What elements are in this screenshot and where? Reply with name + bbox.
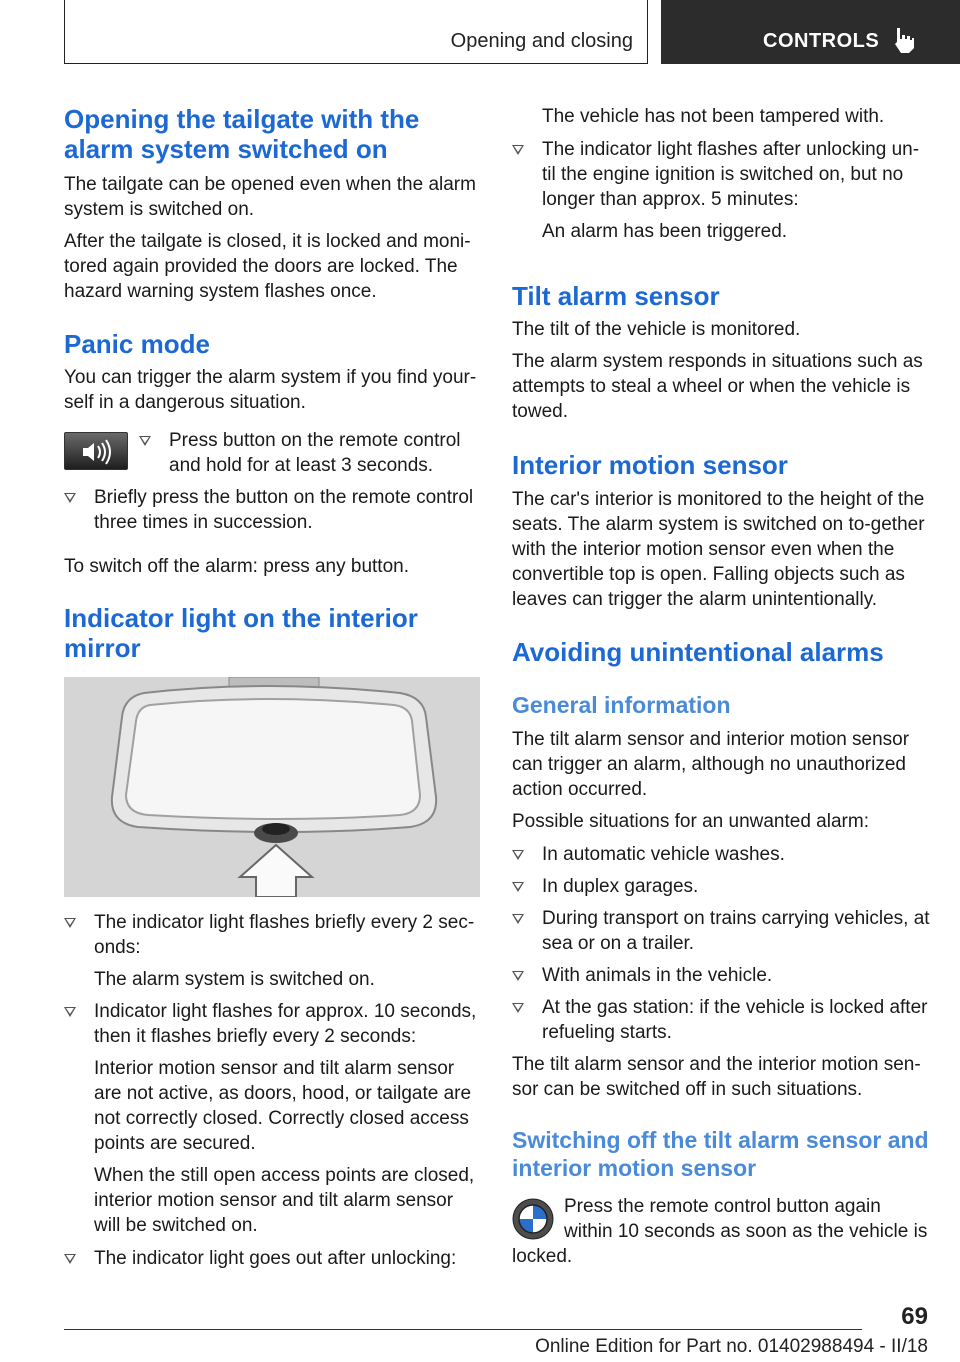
- interior-paragraph-1: The car's interior is monitored to the height of the seats. The alarm system is switched on to‐gether with the interior motion sensor even when the convertible top is open. Falling objects such as leaves can trigger the alarm unintentionally.: [512, 489, 925, 610]
- tilt-paragraph-1: The tilt of the vehicle is monitored.: [512, 319, 801, 340]
- bmw-lock-button-icon: [512, 1198, 554, 1240]
- pointing-hand-icon: [893, 26, 915, 54]
- switchoff-line-2: within 10 seconds as soon as the vehicle is: [564, 1221, 928, 1242]
- triangle-bullet-icon: [512, 882, 524, 892]
- triangle-bullet-icon: [512, 850, 524, 860]
- avoid-paragraph-1: The tilt alarm sensor and interior motion sensor can trigger an alarm, although no unauthorized action occurred.: [512, 729, 910, 800]
- list-item: With animals in the vehicle.: [512, 963, 930, 988]
- triangle-bullet-icon: [64, 493, 76, 503]
- header-chapter-box: [661, 0, 960, 64]
- switchoff-line-1: Press the remote control button again: [564, 1196, 881, 1217]
- list-item-detail: An alarm has been triggered.: [542, 221, 788, 242]
- panic-paragraph-2: To switch off the alarm: press any button.: [64, 556, 409, 577]
- list-item-detail: When the still open access points are closed, interior motion sensor and tilt alarm sensor will be switched on.: [94, 1165, 475, 1236]
- switchoff-line-3: locked.: [512, 1246, 573, 1267]
- heading-panic-mode: Panic mode: [64, 329, 210, 359]
- triangle-bullet-icon: [64, 1007, 76, 1017]
- list-item: The indicator light flashes after unlocking un‐til the engine ignition is switched on, but no longer than approx. 5 minutes:: [512, 137, 930, 212]
- tailgate-paragraph-2: After the tailgate is closed, it is locked and moni‐tored again provided the doors are locked. The hazard warning system flashes once.: [64, 231, 471, 302]
- tilt-paragraph-2: The alarm system responds in situations such as attempts to steal a wheel or when the vehicle is towed.: [512, 351, 923, 422]
- triangle-bullet-icon: [512, 1003, 524, 1013]
- heading-interior-motion: Interior motion sensor: [512, 450, 788, 480]
- heading-switching-off: Switching off the tilt alarm sensor and interior motion sensor: [512, 1127, 929, 1181]
- interior-mirror-indicator-illustration: [64, 677, 480, 897]
- footer-edition: Online Edition for Part no. 01402988494 - II/18: [535, 1336, 928, 1357]
- heading-tailgate: Opening the tailgate with the alarm system switched on: [64, 104, 420, 164]
- panic-paragraph-1: You can trigger the alarm system if you find your‐self in a dangerous situation.: [64, 367, 477, 413]
- remote-panic-button-icon: [64, 432, 128, 470]
- header-chapter-title: CONTROLS: [763, 30, 880, 52]
- list-item: The indicator light goes out after unlocking:: [64, 1246, 480, 1271]
- list-item: The indicator light flashes briefly every 2 sec‐onds:: [64, 910, 480, 960]
- list-item-detail: Interior motion sensor and tilt alarm sensor are not active, as doors, hood, or tailgate are not correctly closed. Correctly closed access points are secured.: [94, 1058, 472, 1154]
- page-number: 69: [901, 1303, 928, 1330]
- footer-divider: [64, 1329, 862, 1330]
- triangle-bullet-icon: [64, 1254, 76, 1264]
- list-item-detail: The alarm system is switched on.: [94, 969, 375, 990]
- heading-avoiding-alarms: Avoiding unintentional alarms: [512, 637, 884, 667]
- header-section-box: [64, 0, 648, 64]
- list-item: Indicator light flashes for approx. 10 seconds, then it flashes briefly every 2 seconds:: [64, 999, 480, 1049]
- heading-general-information: General information: [512, 692, 731, 718]
- header-section-title: Opening and closing: [450, 30, 633, 52]
- triangle-bullet-icon: [512, 145, 524, 155]
- heading-tilt-alarm: Tilt alarm sensor: [512, 281, 720, 311]
- list-item: At the gas station: if the vehicle is locked after refueling starts.: [512, 995, 930, 1045]
- list-item: Briefly press the button on the remote control three times in succession.: [64, 485, 480, 535]
- avoid-paragraph-2: Possible situations for an unwanted alarm:: [512, 811, 869, 832]
- list-item: In duplex garages.: [512, 874, 930, 899]
- list-item: Press button on the remote control and hold for at least 3 seconds.: [139, 428, 480, 478]
- triangle-bullet-icon: [512, 971, 524, 981]
- tailgate-paragraph-1: The tailgate can be opened even when the alarm system is switched on.: [64, 174, 476, 220]
- list-item: During transport on trains carrying vehicles, at sea or on a trailer.: [512, 906, 930, 956]
- triangle-bullet-icon: [139, 436, 151, 446]
- triangle-bullet-icon: [64, 918, 76, 928]
- list-item-detail: The vehicle has not been tampered with.: [542, 106, 885, 127]
- list-item: In automatic vehicle washes.: [512, 842, 930, 867]
- avoid-paragraph-3: The tilt alarm sensor and the interior motion sen‐sor can be switched off in such situations.: [512, 1054, 921, 1100]
- heading-indicator-light: Indicator light on the interior mirror: [64, 603, 418, 663]
- triangle-bullet-icon: [512, 914, 524, 924]
